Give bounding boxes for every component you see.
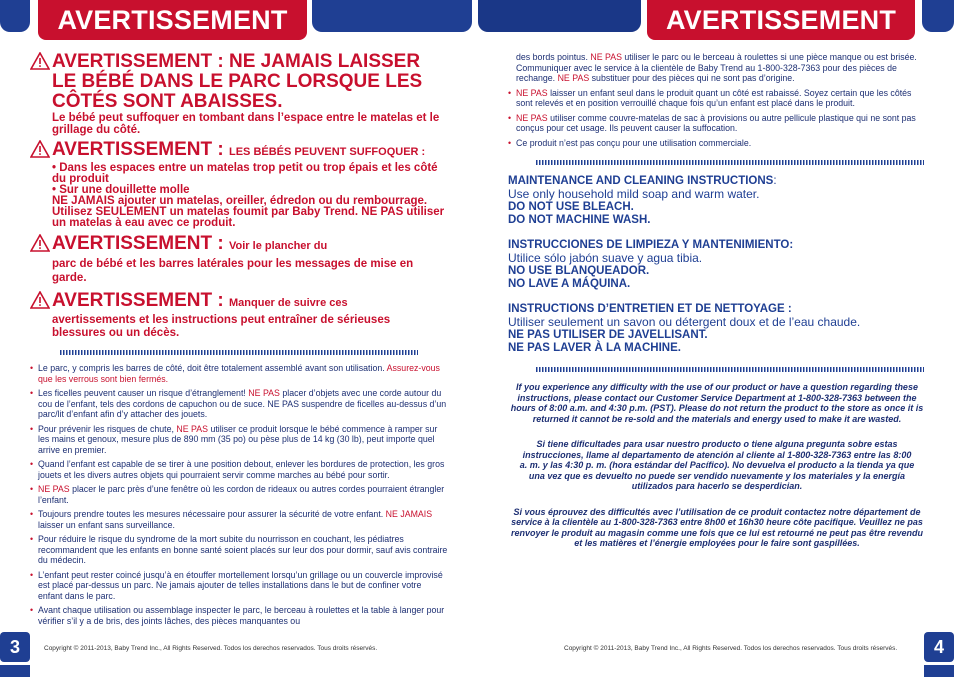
top-bar-center-right xyxy=(478,0,641,32)
page-number-right: 4 xyxy=(924,632,954,662)
continued-text: des bords pointus. NE PAS utiliser le parc ou le berceau à roulettes si une pièce manque ou est brisée. Communiquer avec le service à la clientèle de Baby Trend au 1-800-328-7363 pour des pièces de rechange. NE PAS substituer pour des pièces qui ne sont pas d’origine. xyxy=(516,52,917,83)
warning-triangle-icon xyxy=(30,140,50,163)
cleaning-en: MAINTENANCE AND CLEANING INSTRUCTIONS: Use only household mild soap and warm water. DO NOT USE BLEACH. DO NOT MACHINE WASH. xyxy=(508,175,926,227)
warning-4-heading: AVERTISSEMENT : Manquer de suivre ces xyxy=(52,290,348,311)
left-bullet-list xyxy=(30,363,448,626)
cleaning-es: INSTRUCCIONES DE LIMPIEZA Y MANTENIMIENTO: Utilice sólo jabón suave y agua tibia. NO USE BLANQUEADOR. NO LAVE A MÁQUINA. xyxy=(508,239,926,291)
top-bar-right xyxy=(922,0,954,32)
top-bar-center-left xyxy=(312,0,472,32)
right-page xyxy=(508,52,926,549)
warning-1 xyxy=(30,52,450,112)
warning-4-text: avertissements et les instructions peut entraîner de sérieuses blessures ou un décès. xyxy=(52,314,391,339)
page-number-left: 3 xyxy=(0,632,30,662)
warning-3 xyxy=(30,234,450,257)
warning-2-heading: AVERTISSEMENT : LES BÉBÉS PEUVENT SUFFOQUER : xyxy=(52,139,426,160)
cleaning-fr-title: INSTRUCTIONS D’ENTRETIEN ET DE NETTOYAGE : xyxy=(508,303,792,315)
warning-2 xyxy=(30,140,450,163)
warning-4 xyxy=(30,291,450,314)
list-item: • Les ficelles peuvent causer un risque d’étranglement! NE PAS placer d’objets avec une corde autour du cou de l’enfant, tels des cordons de capuchon ou de suce. NE PAS suspendre de ficelles au-dessus d’un parc/lit d’enfant afin d’y attacher des jouets. xyxy=(30,388,448,420)
warning-1-heading: AVERTISSEMENT : NE JAMAIS LAISSER LE BÉBÉ DANS LE PARC LORSQUE LES CÔTÉS SONT ABAISSES. xyxy=(52,51,423,112)
cleaning-en-title: MAINTENANCE AND CLEANING INSTRUCTIONS: xyxy=(508,175,777,187)
left-banner: AVERTISSEMENT xyxy=(38,0,307,40)
dotted-separator xyxy=(536,160,924,165)
warning-1-text: Le bébé peut suffoquer en tombant dans l’espace entre le matelas et le grillage du côté. xyxy=(52,112,440,136)
warning-2-text: • Dans les espaces entre un matelas trop petit ou trop épais et les côté du produit • Sur une douillette molle NE JAMAIS ajouter un matelas, oreiller, édredon ou du rembourrage. Utilisez SEULEMENT un matelas foumit par Baby Trend. NE PAS utiliser un matelas à eau avec ce produit. xyxy=(52,162,445,229)
contact-fr: Si vous éprouvez des difficultés avec l’utilisation de ce produit contactez notre département de service à la clientèle au 1-800-328-7363 entre 8h00 et 16h30 heure côte pacifique. Veuillez ne pas renvoyer le produit au magasin comme une fois que ce lui est retourné ne peut pas être revendu et les matières et l’énergie employées pour le faire sont gaspillées. xyxy=(510,506,924,548)
list-item: • Pour prévenir les risques de chute, NE PAS utiliser ce produit lorsque le bébé commence à ramper sur les mains et genoux, mesure plus de 890 mm (35 po) ou pèse plus de 14 kg (30 lb), peut importe quel arrive en premier. xyxy=(30,424,448,456)
top-bar-left xyxy=(0,0,30,32)
warning-triangle-icon xyxy=(30,52,50,112)
list-item: • Toujours prendre toutes les mesures nécessaire pour assurer la sécurité de votre enfant. NE JAMAIS laisser un enfant sans surveillance. xyxy=(30,509,448,530)
contact-es: Si tiene dificultades para usar nuestro producto o tiene alguna pregunta sobre estas instrucciones, llame al departamento de atención al cliente al 1-800-328-7363 entre las 8:00 a. m. y las 4:30 p. m. (hora estándar del Pacífico). No devuelva el producto a la tienda ya que una vez que es devuelto no puede ser vendido nuevamente y los materiales y la energía utilizados para hacerlo se desperdician. xyxy=(519,439,915,491)
list-item: • NE PAS laisser un enfant seul dans le produit quant un côté est rabaissé. Soyez certain que les côtés sont relevés et en position verrouillé chaque fois qu’un enfant est placé dans le produit. xyxy=(508,88,926,109)
list-item: • NE PAS placer le parc près d’une fenêtre où les cordon de rideaux ou autres cordes pourraient étrangler l’enfant. xyxy=(30,484,448,505)
footer-bar-left xyxy=(0,665,30,677)
warning-3-heading: AVERTISSEMENT : Voir le plancher du xyxy=(52,233,328,254)
dotted-separator xyxy=(536,367,924,372)
warning-3-text: parc de bébé et les barres latérales pour les messages de mise en garde. xyxy=(52,258,414,284)
cleaning-fr: INSTRUCTIONS D’ENTRETIEN ET DE NETTOYAGE : Utiliser seulement un savon ou détergent doux et de l’eau chaude. NE PAS UTILISER DE JAVELLISANT. NE PAS LAVER À LA MACHINE. xyxy=(508,303,926,355)
right-banner: AVERTISSEMENT xyxy=(647,0,915,40)
dotted-separator xyxy=(60,350,418,355)
copyright-right: Copyright © 2011-2013, Baby Trend Inc., All Rights Reserved. Todos los derechos reservados. Tous droits réservés. xyxy=(564,645,898,652)
warning-triangle-icon xyxy=(30,291,50,314)
footer-bar-right xyxy=(924,665,954,677)
list-item: • Pour réduire le risque du syndrome de la mort subite du nourrisson en couchant, les pédiatres recommandent que les enfants en bonne santé soient placés sur leur dos pour dormir, sauf avis contraire du médecin. xyxy=(30,534,448,566)
list-item: • L’enfant peut rester coincé jusqu’à en étouffer mortellement lorsqu’un grillage ou un couvercle improvisé est placé par-dessus un parc. Ne jamais ajouter de telles installations dans le but de confiner votre enfant dans le parc. xyxy=(30,570,448,602)
contact-en: If you experience any difficulty with the use of our product or have a question regarding these instructions, please contact our Customer Service Department at 1-800-328-7363 between the hours of 8:00 a.m. and 4:30 p.m. (PST). Please do not return the product to the store as once it is returned it cannot be re-sold and the materials and energy used to make it are wasted. xyxy=(510,382,924,424)
list-item: • Ce produit n’est pas conçu pour une utilisation commerciale. xyxy=(508,138,926,149)
left-page xyxy=(30,52,450,630)
warning-triangle-icon xyxy=(30,234,50,257)
list-item: • Avant chaque utilisation ou assemblage inspecter le parc, le berceau à roulettes et la table à langer pour vérifier s’il y a de bris, des joints lâches, des pièces manquantes ou xyxy=(30,605,448,626)
cleaning-es-title: INSTRUCCIONES DE LIMPIEZA Y MANTENIMIENTO: xyxy=(508,239,794,251)
list-item: • NE PAS utiliser comme couvre-matelas de sac à provisions ou autre pellicule plastique qui ne sont pas conçus pour cet usage. Ils peuvent causer la suffocation. xyxy=(508,113,926,134)
copyright-left: Copyright © 2011-2013, Baby Trend Inc., All Rights Reserved. Todos los derechos reservados. Tous droits réservés. xyxy=(44,645,378,652)
list-item: • Le parc, y compris les barres de côté, doit être totalement assemblé avant son utilisation. Assurez-vous que les verrous sont bien fermés. xyxy=(30,363,448,384)
right-bullet-list xyxy=(508,88,926,149)
list-item: • Quand l’enfant est capable de se tirer à une position debout, enlever les bordures de protection, les gros jouets et les divers autres objets qui pourraient servir comme marches au bébé pour sortir. xyxy=(30,459,448,480)
